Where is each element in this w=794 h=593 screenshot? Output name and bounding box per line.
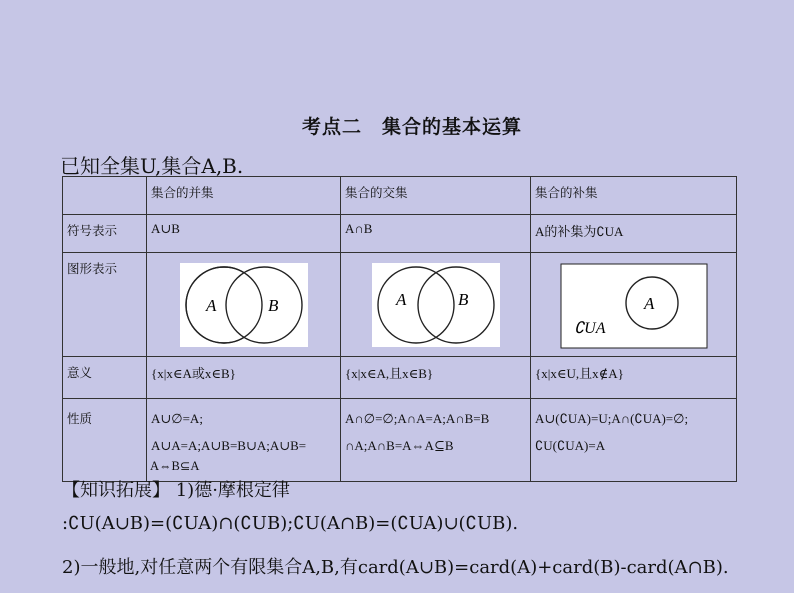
complement-property-line: ∁U(∁UA)=A — [535, 438, 606, 453]
table-row — [63, 357, 737, 399]
union-label-a: A — [205, 296, 216, 315]
union-property-line: A∪A=A;A∪B=B∪A;A∪B= — [151, 438, 307, 453]
intersection-venn-diagram — [372, 263, 500, 347]
intersection-property-line: ∩A;A∩B=A⇔A⊆B — [345, 438, 454, 453]
header-union: 集合的并集 — [147, 177, 341, 215]
cardinality-formula: 2)一般地,对任意两个有限集合A,B,有card(A∪B)=card(A)+card(B)-card(A∩B). — [62, 557, 729, 578]
de-morgan-law: :∁U(A∪B)=(∁UA)∩(∁UB);∁U(A∩B)=(∁UA)∪(∁UB). — [62, 513, 519, 534]
complement-property-line: A∪(∁UA)=U;A∩(∁UA)=∅; — [535, 411, 689, 426]
complement-label-a: A — [643, 294, 654, 313]
table-row — [63, 253, 737, 357]
union-figure-cell — [147, 253, 341, 357]
complement-venn-diagram — [560, 263, 708, 349]
complement-symbol: A的补集为∁UA — [531, 215, 737, 253]
intersection-property-line: A∩∅=∅;A∩A=A;A∩B=B — [345, 411, 490, 426]
intersection-figure-cell — [341, 253, 531, 357]
union-symbol: A∪B — [147, 215, 341, 253]
union-venn-diagram — [180, 263, 308, 347]
set-operations-table — [62, 176, 737, 482]
row-label-figure: 图形表示 — [63, 253, 147, 357]
union-label-b: B — [267, 296, 278, 315]
intro-text: 已知全集U,集合A,B. — [60, 154, 244, 178]
row-label-symbol: 符号表示 — [63, 215, 147, 253]
union-meaning: {x|x∈A或x∈B} — [147, 357, 341, 399]
table-row — [63, 215, 737, 253]
union-property-line: A∪∅=A; — [151, 411, 203, 426]
header-empty — [63, 177, 147, 215]
intersection-label-b: B — [457, 290, 468, 309]
intersection-properties — [341, 399, 531, 482]
intersection-label-a: A — [395, 290, 406, 309]
complement-figure-cell — [531, 253, 737, 357]
header-intersection: 集合的交集 — [341, 177, 531, 215]
section-title: 考点二 集合的基本运算 — [301, 116, 522, 138]
intersection-meaning: {x|x∈A,且x∈B} — [341, 357, 531, 399]
row-label-property: 性质 — [63, 399, 147, 482]
complement-properties — [531, 399, 737, 482]
header-complement: 集合的补集 — [531, 177, 737, 215]
knowledge-extension-heading: 【知识拓展】 1)德·摩根定律 — [62, 480, 290, 501]
row-label-meaning: 意义 — [63, 357, 147, 399]
complement-meaning: {x|x∈U,且x∉A} — [531, 357, 737, 399]
intersection-symbol: A∩B — [341, 215, 531, 253]
table-header-row — [63, 177, 737, 215]
complement-label-u: ∁UA — [573, 320, 606, 337]
union-property-overflow: A⇔B⊆A — [150, 459, 200, 473]
